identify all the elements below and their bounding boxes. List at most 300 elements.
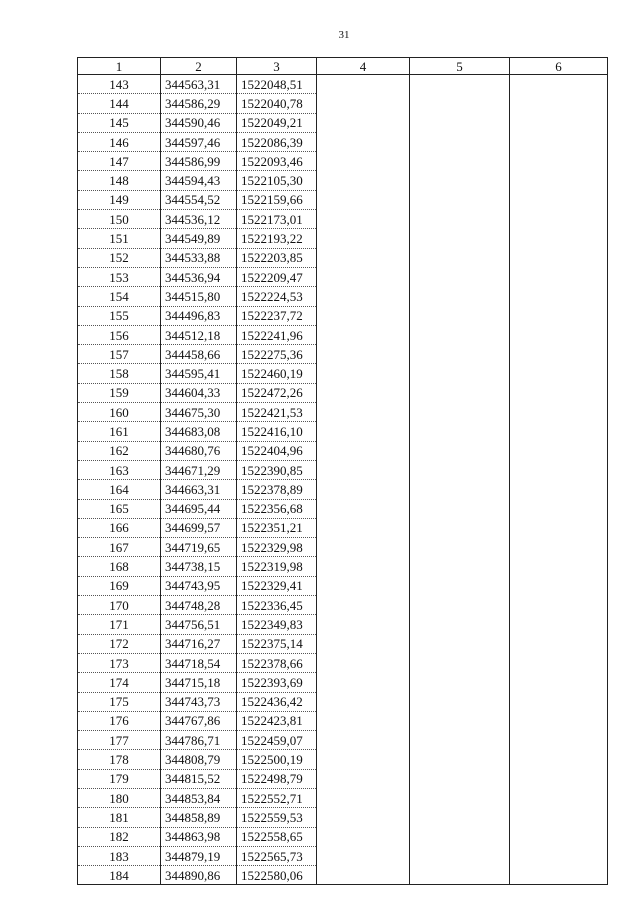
x-coordinate-cell: 344715,18: [161, 673, 237, 692]
table-row: [78, 653, 608, 672]
table-row: [78, 441, 608, 460]
x-coordinate-cell: 344716,27: [161, 634, 237, 653]
table-row: [78, 731, 608, 750]
empty-cell-col-6: [510, 634, 608, 653]
table-row: [78, 132, 608, 151]
y-coordinate-cell: 1522351,21: [237, 518, 317, 537]
empty-cell-col-4: [317, 460, 410, 479]
x-coordinate-cell: 344879,19: [161, 846, 237, 865]
empty-cell-col-5: [410, 692, 510, 711]
x-coordinate-cell: 344767,86: [161, 711, 237, 730]
point-number-cell: 181: [78, 808, 161, 827]
empty-cell-col-4: [317, 576, 410, 595]
x-coordinate-cell: 344863,98: [161, 827, 237, 846]
x-coordinate-cell: 344808,79: [161, 750, 237, 769]
empty-cell-col-6: [510, 403, 608, 422]
y-coordinate-cell: 1522105,30: [237, 171, 317, 190]
empty-cell-col-6: [510, 711, 608, 730]
x-coordinate-cell: 344554,52: [161, 190, 237, 209]
empty-cell-col-6: [510, 75, 608, 94]
empty-cell-col-4: [317, 692, 410, 711]
empty-cell-col-5: [410, 75, 510, 94]
empty-cell-col-5: [410, 576, 510, 595]
empty-cell-col-4: [317, 634, 410, 653]
empty-cell-col-5: [410, 866, 510, 885]
point-number-cell: 148: [78, 171, 161, 190]
empty-cell-col-4: [317, 769, 410, 788]
point-number-cell: 177: [78, 731, 161, 750]
empty-cell-col-6: [510, 229, 608, 248]
y-coordinate-cell: 1522159,66: [237, 190, 317, 209]
empty-cell-col-5: [410, 113, 510, 132]
y-coordinate-cell: 1522559,53: [237, 808, 317, 827]
table-row: [78, 94, 608, 113]
empty-cell-col-4: [317, 345, 410, 364]
x-coordinate-cell: 344512,18: [161, 325, 237, 344]
empty-cell-col-4: [317, 441, 410, 460]
empty-cell-col-6: [510, 132, 608, 151]
y-coordinate-cell: 1522275,36: [237, 345, 317, 364]
empty-cell-col-5: [410, 210, 510, 229]
empty-cell-col-5: [410, 557, 510, 576]
empty-cell-col-5: [410, 325, 510, 344]
y-coordinate-cell: 1522498,79: [237, 769, 317, 788]
empty-cell-col-5: [410, 190, 510, 209]
empty-cell-col-4: [317, 171, 410, 190]
table-row: [78, 634, 608, 653]
empty-cell-col-6: [510, 267, 608, 286]
x-coordinate-cell: 344496,83: [161, 306, 237, 325]
empty-cell-col-5: [410, 596, 510, 615]
point-number-cell: 184: [78, 866, 161, 885]
empty-cell-col-5: [410, 132, 510, 151]
y-coordinate-cell: 1522460,19: [237, 364, 317, 383]
x-coordinate-cell: 344586,99: [161, 152, 237, 171]
x-coordinate-cell: 344597,46: [161, 132, 237, 151]
empty-cell-col-6: [510, 480, 608, 499]
y-coordinate-cell: 1522375,14: [237, 634, 317, 653]
y-coordinate-cell: 1522436,42: [237, 692, 317, 711]
table-row: [78, 364, 608, 383]
y-coordinate-cell: 1522203,85: [237, 248, 317, 267]
empty-cell-col-6: [510, 576, 608, 595]
empty-cell-col-6: [510, 750, 608, 769]
empty-cell-col-4: [317, 364, 410, 383]
empty-cell-col-6: [510, 808, 608, 827]
x-coordinate-cell: 344853,84: [161, 788, 237, 807]
point-number-cell: 160: [78, 403, 161, 422]
empty-cell-col-4: [317, 94, 410, 113]
point-number-cell: 154: [78, 287, 161, 306]
table-body: [78, 75, 608, 885]
table-row: [78, 788, 608, 807]
table-row: [78, 229, 608, 248]
x-coordinate-cell: 344563,31: [161, 75, 237, 94]
x-coordinate-cell: 344695,44: [161, 499, 237, 518]
table-row: [78, 306, 608, 325]
empty-cell-col-4: [317, 750, 410, 769]
empty-cell-col-6: [510, 113, 608, 132]
empty-cell-col-4: [317, 75, 410, 94]
table-row: [78, 769, 608, 788]
point-number-cell: 164: [78, 480, 161, 499]
x-coordinate-cell: 344743,95: [161, 576, 237, 595]
table-row: [78, 403, 608, 422]
empty-cell-col-6: [510, 152, 608, 171]
empty-cell-col-6: [510, 94, 608, 113]
x-coordinate-cell: 344671,29: [161, 460, 237, 479]
empty-cell-col-6: [510, 518, 608, 537]
empty-cell-col-4: [317, 229, 410, 248]
y-coordinate-cell: 1522393,69: [237, 673, 317, 692]
table-row: [78, 267, 608, 286]
empty-cell-col-4: [317, 267, 410, 286]
empty-cell-col-5: [410, 267, 510, 286]
y-coordinate-cell: 1522319,98: [237, 557, 317, 576]
x-coordinate-cell: 344549,89: [161, 229, 237, 248]
empty-cell-col-4: [317, 731, 410, 750]
column-header-1: 1: [78, 58, 161, 75]
table-row: [78, 846, 608, 865]
point-number-cell: 144: [78, 94, 161, 113]
empty-cell-col-4: [317, 615, 410, 634]
empty-cell-col-6: [510, 325, 608, 344]
x-coordinate-cell: 344675,30: [161, 403, 237, 422]
point-number-cell: 183: [78, 846, 161, 865]
point-number-cell: 147: [78, 152, 161, 171]
point-number-cell: 151: [78, 229, 161, 248]
x-coordinate-cell: 344590,46: [161, 113, 237, 132]
table-row: [78, 113, 608, 132]
empty-cell-col-6: [510, 731, 608, 750]
empty-cell-col-4: [317, 132, 410, 151]
point-number-cell: 152: [78, 248, 161, 267]
empty-cell-col-4: [317, 152, 410, 171]
table-row: [78, 827, 608, 846]
point-number-cell: 173: [78, 653, 161, 672]
empty-cell-col-5: [410, 229, 510, 248]
point-number-cell: 168: [78, 557, 161, 576]
point-number-cell: 163: [78, 460, 161, 479]
empty-cell-col-6: [510, 827, 608, 846]
empty-cell-col-4: [317, 383, 410, 402]
point-number-cell: 176: [78, 711, 161, 730]
y-coordinate-cell: 1522356,68: [237, 499, 317, 518]
x-coordinate-cell: 344858,89: [161, 808, 237, 827]
empty-cell-col-5: [410, 152, 510, 171]
empty-cell-col-4: [317, 788, 410, 807]
table-header: [78, 58, 608, 75]
point-number-cell: 179: [78, 769, 161, 788]
empty-cell-col-5: [410, 460, 510, 479]
empty-cell-col-5: [410, 441, 510, 460]
y-coordinate-cell: 1522224,53: [237, 287, 317, 306]
y-coordinate-cell: 1522378,66: [237, 653, 317, 672]
y-coordinate-cell: 1522390,85: [237, 460, 317, 479]
point-number-cell: 149: [78, 190, 161, 209]
point-number-cell: 171: [78, 615, 161, 634]
x-coordinate-cell: 344536,94: [161, 267, 237, 286]
point-number-cell: 150: [78, 210, 161, 229]
table-row: [78, 171, 608, 190]
empty-cell-col-4: [317, 480, 410, 499]
point-number-cell: 178: [78, 750, 161, 769]
table-row: [78, 673, 608, 692]
table-row: [78, 538, 608, 557]
coordinates-table: [77, 57, 608, 885]
empty-cell-col-4: [317, 866, 410, 885]
empty-cell-col-5: [410, 769, 510, 788]
empty-cell-col-5: [410, 345, 510, 364]
x-coordinate-cell: 344756,51: [161, 615, 237, 634]
empty-cell-col-6: [510, 538, 608, 557]
y-coordinate-cell: 1522237,72: [237, 306, 317, 325]
empty-cell-col-4: [317, 306, 410, 325]
empty-cell-col-6: [510, 557, 608, 576]
y-coordinate-cell: 1522241,96: [237, 325, 317, 344]
empty-cell-col-6: [510, 846, 608, 865]
table-row: [78, 248, 608, 267]
empty-cell-col-6: [510, 692, 608, 711]
point-number-cell: 158: [78, 364, 161, 383]
empty-cell-col-6: [510, 615, 608, 634]
table-row: [78, 325, 608, 344]
empty-cell-col-4: [317, 518, 410, 537]
empty-cell-col-4: [317, 210, 410, 229]
x-coordinate-cell: 344890,86: [161, 866, 237, 885]
empty-cell-col-5: [410, 846, 510, 865]
point-number-cell: 156: [78, 325, 161, 344]
y-coordinate-cell: 1522173,01: [237, 210, 317, 229]
x-coordinate-cell: 344663,31: [161, 480, 237, 499]
point-number-cell: 155: [78, 306, 161, 325]
empty-cell-col-5: [410, 287, 510, 306]
empty-cell-col-6: [510, 460, 608, 479]
empty-cell-col-6: [510, 499, 608, 518]
empty-cell-col-6: [510, 673, 608, 692]
table-row: [78, 460, 608, 479]
empty-cell-col-5: [410, 518, 510, 537]
empty-cell-col-5: [410, 171, 510, 190]
empty-cell-col-4: [317, 846, 410, 865]
point-number-cell: 161: [78, 422, 161, 441]
empty-cell-col-6: [510, 866, 608, 885]
y-coordinate-cell: 1522500,19: [237, 750, 317, 769]
empty-cell-col-5: [410, 673, 510, 692]
empty-cell-col-5: [410, 827, 510, 846]
x-coordinate-cell: 344748,28: [161, 596, 237, 615]
table-row: [78, 210, 608, 229]
column-header-4: 4: [317, 58, 410, 75]
x-coordinate-cell: 344680,76: [161, 441, 237, 460]
y-coordinate-cell: 1522423,81: [237, 711, 317, 730]
table-row: [78, 615, 608, 634]
point-number-cell: 159: [78, 383, 161, 402]
table-row: [78, 287, 608, 306]
x-coordinate-cell: 344586,29: [161, 94, 237, 113]
empty-cell-col-6: [510, 210, 608, 229]
empty-cell-col-4: [317, 596, 410, 615]
point-number-cell: 166: [78, 518, 161, 537]
point-number-cell: 162: [78, 441, 161, 460]
empty-cell-col-5: [410, 480, 510, 499]
x-coordinate-cell: 344595,41: [161, 364, 237, 383]
x-coordinate-cell: 344815,52: [161, 769, 237, 788]
empty-cell-col-4: [317, 827, 410, 846]
empty-cell-col-4: [317, 538, 410, 557]
empty-cell-col-5: [410, 750, 510, 769]
empty-cell-col-6: [510, 769, 608, 788]
point-number-cell: 182: [78, 827, 161, 846]
table-row: [78, 750, 608, 769]
table-row: [78, 75, 608, 94]
x-coordinate-cell: 344594,43: [161, 171, 237, 190]
y-coordinate-cell: 1522378,89: [237, 480, 317, 499]
empty-cell-col-5: [410, 422, 510, 441]
empty-cell-col-5: [410, 731, 510, 750]
empty-cell-col-6: [510, 171, 608, 190]
empty-cell-col-4: [317, 673, 410, 692]
column-header-5: 5: [410, 58, 510, 75]
empty-cell-col-6: [510, 653, 608, 672]
empty-cell-col-4: [317, 422, 410, 441]
y-coordinate-cell: 1522336,45: [237, 596, 317, 615]
table-row: [78, 190, 608, 209]
empty-cell-col-5: [410, 808, 510, 827]
y-coordinate-cell: 1522329,98: [237, 538, 317, 557]
empty-cell-col-6: [510, 441, 608, 460]
y-coordinate-cell: 1522558,65: [237, 827, 317, 846]
column-header-3: 3: [237, 58, 317, 75]
empty-cell-col-5: [410, 94, 510, 113]
table-row: [78, 576, 608, 595]
y-coordinate-cell: 1522404,96: [237, 441, 317, 460]
empty-cell-col-5: [410, 653, 510, 672]
x-coordinate-cell: 344458,66: [161, 345, 237, 364]
empty-cell-col-6: [510, 306, 608, 325]
point-number-cell: 170: [78, 596, 161, 615]
y-coordinate-cell: 1522459,07: [237, 731, 317, 750]
table-row: [78, 711, 608, 730]
empty-cell-col-6: [510, 345, 608, 364]
table-row: [78, 866, 608, 885]
empty-cell-col-6: [510, 596, 608, 615]
y-coordinate-cell: 1522193,22: [237, 229, 317, 248]
y-coordinate-cell: 1522552,71: [237, 788, 317, 807]
x-coordinate-cell: 344515,80: [161, 287, 237, 306]
empty-cell-col-5: [410, 248, 510, 267]
table-row: [78, 152, 608, 171]
x-coordinate-cell: 344786,71: [161, 731, 237, 750]
y-coordinate-cell: 1522472,26: [237, 383, 317, 402]
point-number-cell: 169: [78, 576, 161, 595]
empty-cell-col-4: [317, 287, 410, 306]
empty-cell-col-6: [510, 422, 608, 441]
empty-cell-col-4: [317, 325, 410, 344]
empty-cell-col-5: [410, 364, 510, 383]
empty-cell-col-5: [410, 788, 510, 807]
column-header-2: 2: [161, 58, 237, 75]
point-number-cell: 180: [78, 788, 161, 807]
empty-cell-col-5: [410, 615, 510, 634]
empty-cell-col-6: [510, 383, 608, 402]
empty-cell-col-6: [510, 364, 608, 383]
x-coordinate-cell: 344743,73: [161, 692, 237, 711]
x-coordinate-cell: 344719,65: [161, 538, 237, 557]
y-coordinate-cell: 1522349,83: [237, 615, 317, 634]
empty-cell-col-5: [410, 634, 510, 653]
header-row: [78, 58, 608, 75]
x-coordinate-cell: 344683,08: [161, 422, 237, 441]
empty-cell-col-6: [510, 287, 608, 306]
y-coordinate-cell: 1522209,47: [237, 267, 317, 286]
point-number-cell: 153: [78, 267, 161, 286]
empty-cell-col-4: [317, 190, 410, 209]
y-coordinate-cell: 1522049,21: [237, 113, 317, 132]
point-number-cell: 146: [78, 132, 161, 151]
table-row: [78, 692, 608, 711]
empty-cell-col-4: [317, 557, 410, 576]
x-coordinate-cell: 344536,12: [161, 210, 237, 229]
y-coordinate-cell: 1522421,53: [237, 403, 317, 422]
empty-cell-col-4: [317, 499, 410, 518]
point-number-cell: 175: [78, 692, 161, 711]
empty-cell-col-4: [317, 248, 410, 267]
table-row: [78, 596, 608, 615]
y-coordinate-cell: 1522086,39: [237, 132, 317, 151]
empty-cell-col-5: [410, 499, 510, 518]
empty-cell-col-5: [410, 538, 510, 557]
empty-cell-col-5: [410, 383, 510, 402]
point-number-cell: 172: [78, 634, 161, 653]
y-coordinate-cell: 1522416,10: [237, 422, 317, 441]
table-row: [78, 518, 608, 537]
point-number-cell: 145: [78, 113, 161, 132]
x-coordinate-cell: 344718,54: [161, 653, 237, 672]
y-coordinate-cell: 1522329,41: [237, 576, 317, 595]
empty-cell-col-6: [510, 788, 608, 807]
table-row: [78, 557, 608, 576]
table-row: [78, 499, 608, 518]
point-number-cell: 157: [78, 345, 161, 364]
table-row: [78, 383, 608, 402]
point-number-cell: 174: [78, 673, 161, 692]
column-header-6: 6: [510, 58, 608, 75]
empty-cell-col-4: [317, 113, 410, 132]
y-coordinate-cell: 1522040,78: [237, 94, 317, 113]
table-row: [78, 345, 608, 364]
empty-cell-col-6: [510, 190, 608, 209]
y-coordinate-cell: 1522048,51: [237, 75, 317, 94]
x-coordinate-cell: 344604,33: [161, 383, 237, 402]
table-row: [78, 480, 608, 499]
x-coordinate-cell: 344738,15: [161, 557, 237, 576]
empty-cell-col-4: [317, 653, 410, 672]
empty-cell-col-4: [317, 808, 410, 827]
empty-cell-col-5: [410, 403, 510, 422]
page-number: 31: [338, 29, 350, 41]
table-row: [78, 808, 608, 827]
point-number-cell: 143: [78, 75, 161, 94]
empty-cell-col-5: [410, 306, 510, 325]
y-coordinate-cell: 1522580,06: [237, 866, 317, 885]
y-coordinate-cell: 1522093,46: [237, 152, 317, 171]
table-row: [78, 422, 608, 441]
x-coordinate-cell: 344533,88: [161, 248, 237, 267]
point-number-cell: 167: [78, 538, 161, 557]
y-coordinate-cell: 1522565,73: [237, 846, 317, 865]
empty-cell-col-5: [410, 711, 510, 730]
